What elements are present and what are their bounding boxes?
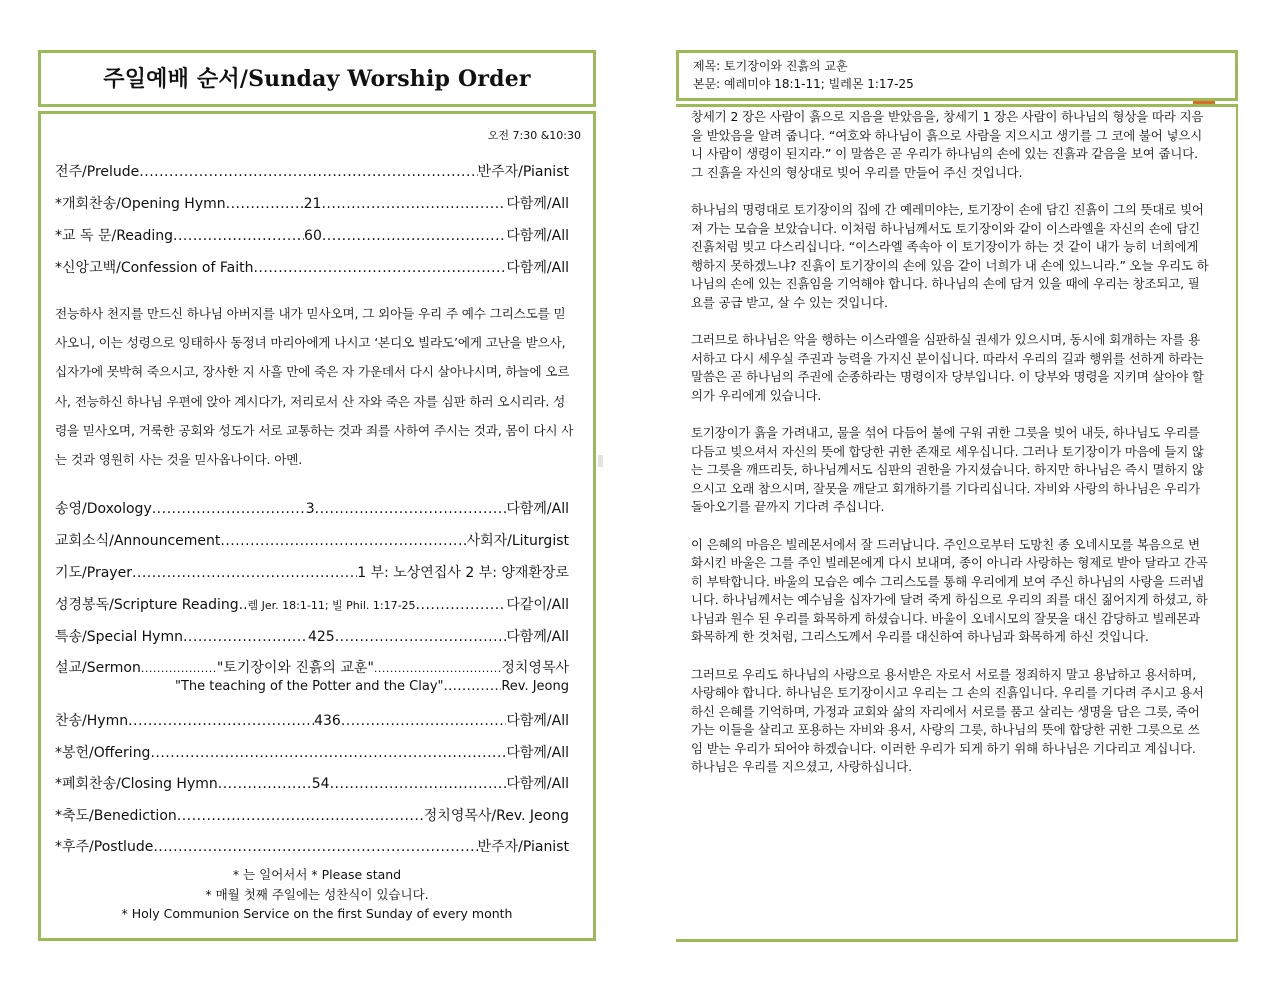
service-times: 오전 7:30 &10:30 <box>487 129 581 142</box>
sermon-paragraph: 토기장이가 흙을 가려내고, 물을 섞어 다듬어 불에 구워 귀한 그릇을 빚어 내듯, 하나님도 우리를 다듬고 빚으셔서 자신의 뜻에 합당한 귀한 존재로 세우십니다. 그러나 토기장이가 마음에 들지 않는 그릇을 깨뜨리듯, 하나님께서도 심판의 권한을 가지셨습니다. 하지만 하나님은 즉시 멸하지 않으시고 오래 참으시며, 잘못을 깨닫고 회개하기를 기다리십니다. 자비와 사랑의 하나님은 우리가 돌아오기를 끝까지 기다려 주십니다. <box>691 425 1204 514</box>
sermon-paragraph: 이 은혜의 마음은 빌레몬서에서 잘 드러납니다. 주인으로부터 도망친 종 오네시모를 복음으로 변화시킨 바울은 그를 주인 빌레몬에게 다시 보내며, 종이 아니라 사랑하는 형제로 받아 달라고 간곡히 부탁합니다. 바울의 모습은 예수 그리스도를 통해 우리에게 보여 주신 하나님의 사랑을 드러냅니다. 하나님께서는 예수님을 십자가에 달려 죽게 하심으로 우리의 죄를 대신 짊어지게 하셨고, 하나님과 원수 된 우리를 화목하게 하셨습니다. 바울이 오네시모의 잘못을 대신 감당하고 빌레몬과 화목하게 한 것처럼, 그리스도께서 우리를 대신하여 하나님과 화목하게 하신 것입니다. <box>691 536 1208 644</box>
order-item-prelude: 전주/Prelude ..... 반주자/Pianist <box>55 161 569 181</box>
order-item-announcement: 교회소식/Announcement ..... 사회자/Liturgist <box>55 530 569 550</box>
order-item-prayer: 기도/Prayer ..... 1 부: 노상연집사 2 부: 양재환장로 <box>55 562 569 582</box>
order-item-offering: *봉헌/Offering ..... 다함께/All <box>55 742 569 762</box>
order-title-box <box>38 50 596 107</box>
order-item-confession: *신앙고백/Confession of Faith ..... 다함께/All <box>55 257 569 277</box>
order-item-postlude: *후주/Postlude ..... 반주자/Pianist <box>55 836 569 856</box>
order-item-doxology: 송영/Doxology ..... 3 ..... 다함께/All <box>55 498 569 518</box>
order-item-sermon-english: "The teaching of the Potter and the Clay" ..... Rev. Jeong <box>175 679 569 694</box>
order-item-closing-hymn: *폐회찬송/Closing Hymn ..... 54 ..... 다함께/All <box>55 773 569 793</box>
sermon-paragraph: 창세기 2 장은 사람이 흙으로 지음을 받았음을, 창세기 1 장은 사람이 하나님의 형상을 따라 지음을 받았음을 알려 줍니다. “여호와 하나님이 흙으로 사람을 지으시고 생기를 그 코에 불어 넣으시니 사람이 생령이 된지라.” 이 말씀은 곧 우리가 하나님의 손에 있는 진흙과 같음을 보여 줍니다. 그 진흙을 자신의 형상대로 빚어 우리를 만들어 주신 것입니다. <box>691 109 1204 180</box>
apostles-creed: 전능하사 천지를 만드신 하나님 아버지를 내가 믿사오며, 그 외아들 우리 주 예수 그리스도를 믿사오니, 이는 성령으로 잉태하사 동정녀 마리아에게 나시고 ‘본디오 빌라도’에게 고난을 받으사, 십자가에 못박혀 죽으시고, 장사한 지 사흘 만에 죽은 자 가운데서 다시 살아나시며, 하늘에 오르사, 전능하신 하나님 우편에 앉아 계시다가, 저리로서 산 자와 죽은 자를 심판 하러 오시리라. 성령을 믿사오며, 거룩한 공회와 성도가 서로 교통하는 것과 죄를 사하여 주시는 것과, 몸이 다시 사는 것과 영원히 사는 것을 믿사옵나이다. 아멘. <box>55 306 574 468</box>
note-communion-en: * Holy Communion Service on the first Sunday of every month <box>121 906 513 921</box>
sermon-title: 제목: 토기장이와 진흙의 교훈 <box>693 59 848 73</box>
worship-order-box <box>38 111 596 941</box>
sermon-paragraph: 하나님의 명령대로 토기장이의 집에 간 예레미야는, 토기장이 손에 담긴 진흙이 그의 뜻대로 빚어져 가는 모습을 보았습니다. 이처럼 하나님께서도 토기장이와 같이 이스라엘을 자신의 손에 담긴 진흙처럼 빚고 다스리십니다. “이스라엘 족속아 이 토기장이가 하는 것 같이 내가 능히 너희에게 행하지 못하겠느냐? 진흙이 토기장이의 손에 있음 같이 너희가 내 손에 있느니라.” 오늘 우리도 하나님의 손에 있는 진흙임을 기억해야 합니다. 하나님의 손에 담겨 있을 때에 우리는 창조되고, 필요를 공급 받고, 살 수 있는 것입니다. <box>691 202 1209 310</box>
order-item-sermon: 설교/Sermon ..... "토기장이와 진흙의 교훈" ..... 정치영목사 <box>55 657 569 677</box>
order-item-hymn: 찬송/Hymn ..... 436 ..... 다함께/All <box>55 710 569 730</box>
page-title: 주일예배 순서/Sunday Worship Order <box>103 66 531 92</box>
sermon-paragraph: 그러므로 우리도 하나님의 사랑으로 용서받은 자로서 서로를 정죄하지 말고 용납하고 용서하며, 사랑해야 합니다. 하나님은 토기장이시고 우리는 그 손의 진흙입니다. 우리를 기다려 주시고 용서하신 은혜를 기억하며, 가정과 교회와 삶의 자리에서 서로를 품고 살리는 생명을 담은 그릇, 죽어가는 이들을 살리고 포용하는 자비와 용서, 사랑의 그릇, 하나님의 뜻에 합당한 귀한 그릇으로 쓰임 받는 우리가 되어야 하겠습니다. 이러한 우리가 되게 하기 위해 하나님은 기다리고 계십니다. 하나님은 우리를 지으셨고, 사랑하십니다. <box>691 666 1204 774</box>
sermon-paragraph: 그러므로 하나님은 악을 행하는 이스라엘을 심판하실 권세가 있으시며, 동시에 회개하는 자를 용서하고 다시 세우실 주권과 능력을 가지신 분이십니다. 따라서 우리의 길과 행위를 선하게 하라는 말씀은 곧 하나님의 주권에 순종하라는 명령이자 당부입니다. 이 당부와 명령을 지키며 살아야 할 의가 우리에게 있습니다. <box>691 332 1204 403</box>
service-notes <box>41 865 593 924</box>
sermon-body <box>691 108 1211 796</box>
sermon-text-reference: 본문: 예레미야 18:1-11; 빌레몬 1:17-25 <box>693 77 914 91</box>
order-item-reading: *교 독 문/Reading ..... 60 ..... 다함께/All <box>55 225 569 245</box>
sermon-header-box <box>676 50 1238 101</box>
order-item-benediction: *축도/Benediction ..... 정치영목사/Rev. Jeong <box>55 805 569 825</box>
order-item-scripture: 성경봉독/Scripture Reading.. 렘 Jer. 18:1-11; 빌 Phil. 1:17-25 ..... 다같이/All <box>55 594 569 614</box>
note-communion-kr: * 매월 첫째 주일에는 성찬식이 있습니다. <box>205 886 429 902</box>
order-item-special-hymn: 특송/Special Hymn ..... 425 ..... 다함께/All <box>55 626 569 646</box>
page-gutter-mark <box>598 455 603 467</box>
accent-mark <box>1193 101 1215 104</box>
order-item-opening-hymn: *개회찬송/Opening Hymn ..... 21 ..... 다함께/All <box>55 193 569 213</box>
note-please-stand: * 는 일어서서 * Please stand <box>232 867 402 882</box>
